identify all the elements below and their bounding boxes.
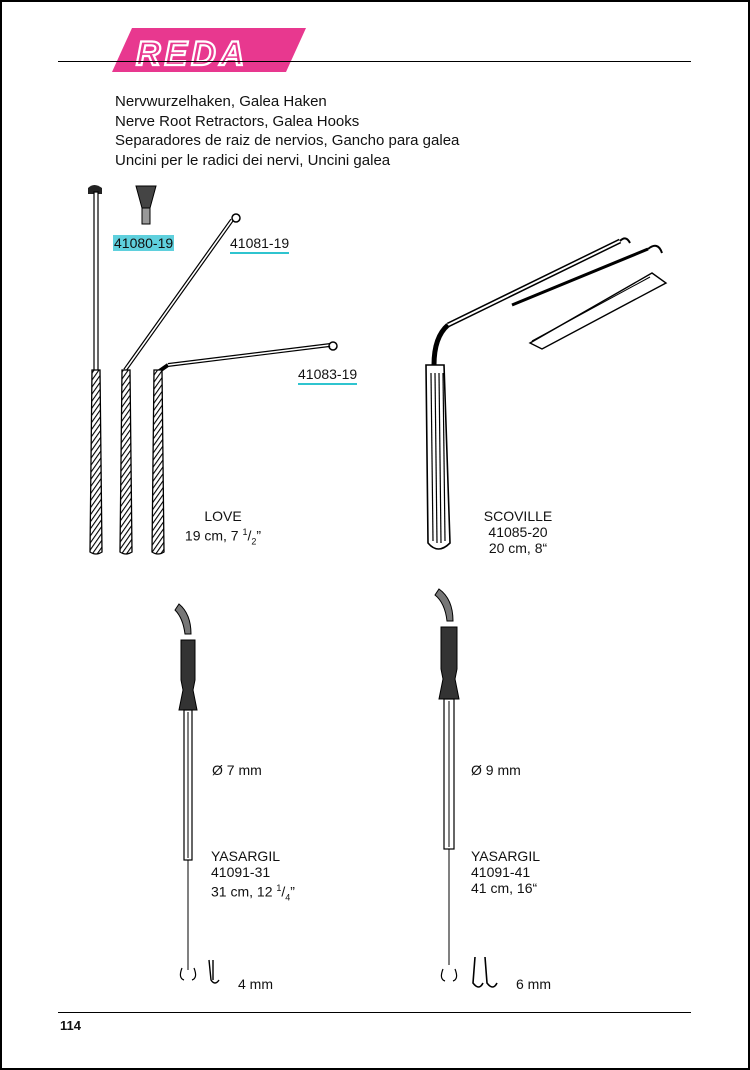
yasargil-31-name: YASARGIL	[211, 848, 280, 864]
yasargil-31-size: 31 cm, 12 $^1/_4$”	[211, 883, 295, 903]
heading-english: Nerve Root Retractors, Galea Hooks	[115, 112, 360, 130]
heading-italian: Uncini per le radici dei nervi, Uncini galea	[115, 151, 391, 169]
reda-logo	[110, 26, 310, 74]
page-number: 114	[60, 1018, 81, 1033]
heading-block	[115, 92, 459, 170]
yasargil-41-code: 41091-41	[471, 864, 531, 880]
footer-rule	[58, 1012, 691, 1013]
love-caption	[175, 508, 271, 549]
yasargil-31-caption	[211, 848, 295, 905]
scoville-caption	[470, 508, 566, 556]
yasargil-41-caption	[471, 848, 540, 896]
heading-german: Nervwurzelhaken, Galea Haken	[115, 93, 327, 110]
scoville-size: 20 cm, 8“	[488, 540, 548, 556]
header-rule	[58, 61, 691, 62]
code-41080-19: 41080-19	[114, 235, 174, 251]
yasargil-41-tip: 6 mm	[516, 976, 551, 992]
yasargil-31-illustration	[165, 600, 225, 1000]
logo-text: REDA	[136, 35, 249, 73]
code-41083-19: 41083-19	[298, 366, 357, 385]
heading-spanish: Separadores de raiz de nervios, Gancho para galea	[115, 132, 460, 149]
yasargil-41-diameter: Ø 9 mm	[471, 762, 521, 778]
scoville-code: 41085-20	[488, 524, 548, 540]
scoville-name: SCOVILLE	[483, 508, 553, 524]
yasargil-31-tip: 4 mm	[238, 976, 273, 992]
code-41081-19: 41081-19	[230, 235, 289, 254]
yasargil-31-code: 41091-31	[211, 864, 271, 880]
love-size: 19 cm, 7 $^1/_2$”	[184, 527, 262, 547]
yasargil-41-size: 41 cm, 16“	[471, 880, 538, 896]
love-name: LOVE	[204, 508, 242, 524]
yasargil-41-illustration	[425, 585, 505, 1000]
yasargil-41-name: YASARGIL	[471, 848, 540, 864]
yasargil-31-diameter: Ø 7 mm	[212, 762, 262, 778]
